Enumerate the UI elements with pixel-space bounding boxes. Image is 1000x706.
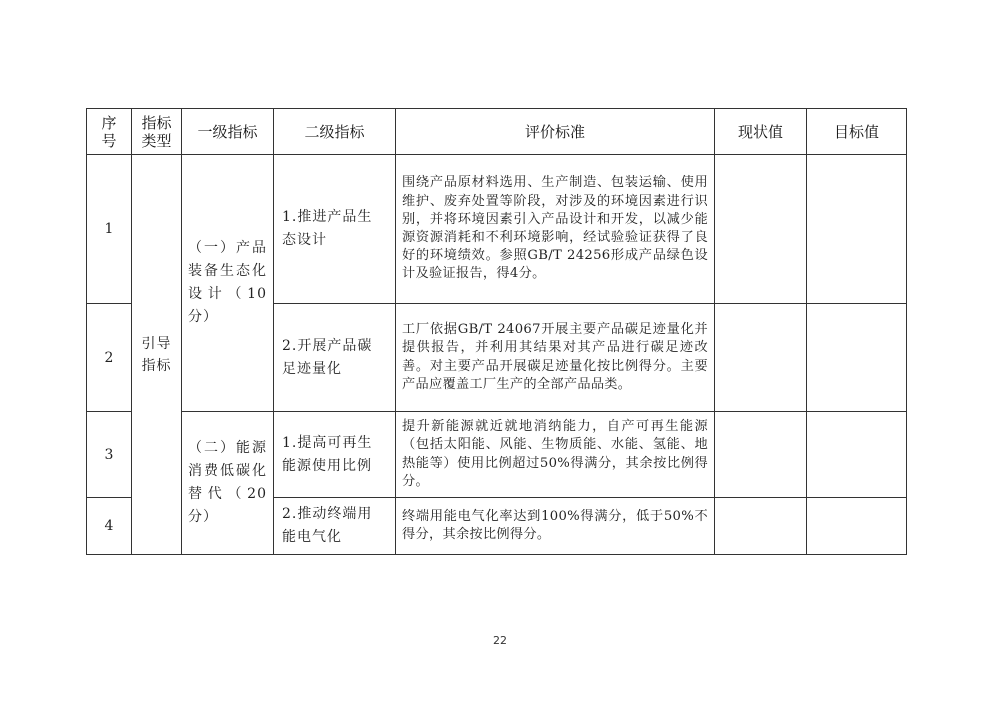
criteria-cell: 围绕产品原材料选用、生产制造、包装运输、使用维护、废弃处置等阶段，对涉及的环境因素进行识别，并将环境因素引入产品设计和开发，以减少能源资源消耗和不利环境影响，经试验验证获得了良好的环境绩效。参照GB/T 24256形成产品绿色设计及验证报告，得4分。 [396,155,715,304]
header-type-text: 指标 类型 [141,113,172,150]
header-level1: 一级指标 [182,109,274,155]
header-criteria: 评价标准 [396,109,715,155]
level2-indicator: 2.推动终端用能电气化 [274,498,396,555]
table-row [87,412,907,498]
current-value-cell [715,412,807,498]
level2-indicator: 1.提高可再生能源使用比例 [274,412,396,498]
level1-indicator: （一）产品装备生态化设计（10分） [182,155,274,412]
current-value-cell [715,498,807,555]
row-number: 1 [87,155,132,304]
indicator-type-text: 引导 指标 [141,335,172,374]
current-value-cell [715,304,807,412]
current-value-cell [715,155,807,304]
level2-indicator: 2.开展产品碳足迹量化 [274,304,396,412]
criteria-cell: 提升新能源就近就地消纳能力，自产可再生能源（包括太阳能、风能、生物质能、水能、氢能、地热能等）使用比例超过50%得满分，其余按比例得分。 [396,412,715,498]
header-level2: 二级指标 [274,109,396,155]
evaluation-table [86,108,907,555]
target-value-cell [807,498,907,555]
criteria-cell: 终端用能电气化率达到100%得满分，低于50%不得分，其余按比例得分。 [396,498,715,555]
target-value-cell [807,412,907,498]
target-value-cell [807,155,907,304]
level2-indicator: 1.推进产品生态设计 [274,155,396,304]
table-row [87,155,907,304]
level1-indicator: （二）能源消费低碳化替代（20分） [182,412,274,555]
page-number: 22 [493,634,507,647]
indicator-type-cell [132,155,182,555]
header-row [87,109,907,155]
header-target: 目标值 [807,109,907,155]
header-no-text: 序 号 [101,113,117,150]
target-value-cell [807,304,907,412]
header-type [132,109,182,155]
row-number: 2 [87,304,132,412]
row-number: 3 [87,412,132,498]
header-current: 现状值 [715,109,807,155]
header-no [87,109,132,155]
criteria-cell: 工厂依据GB/T 24067开展主要产品碳足迹量化并提供报告，并利用其结果对其产品进行碳足迹改善。对主要产品开展碳足迹量化按比例得分。主要产品应覆盖工厂生产的全部产品品类。 [396,304,715,412]
row-number: 4 [87,498,132,555]
